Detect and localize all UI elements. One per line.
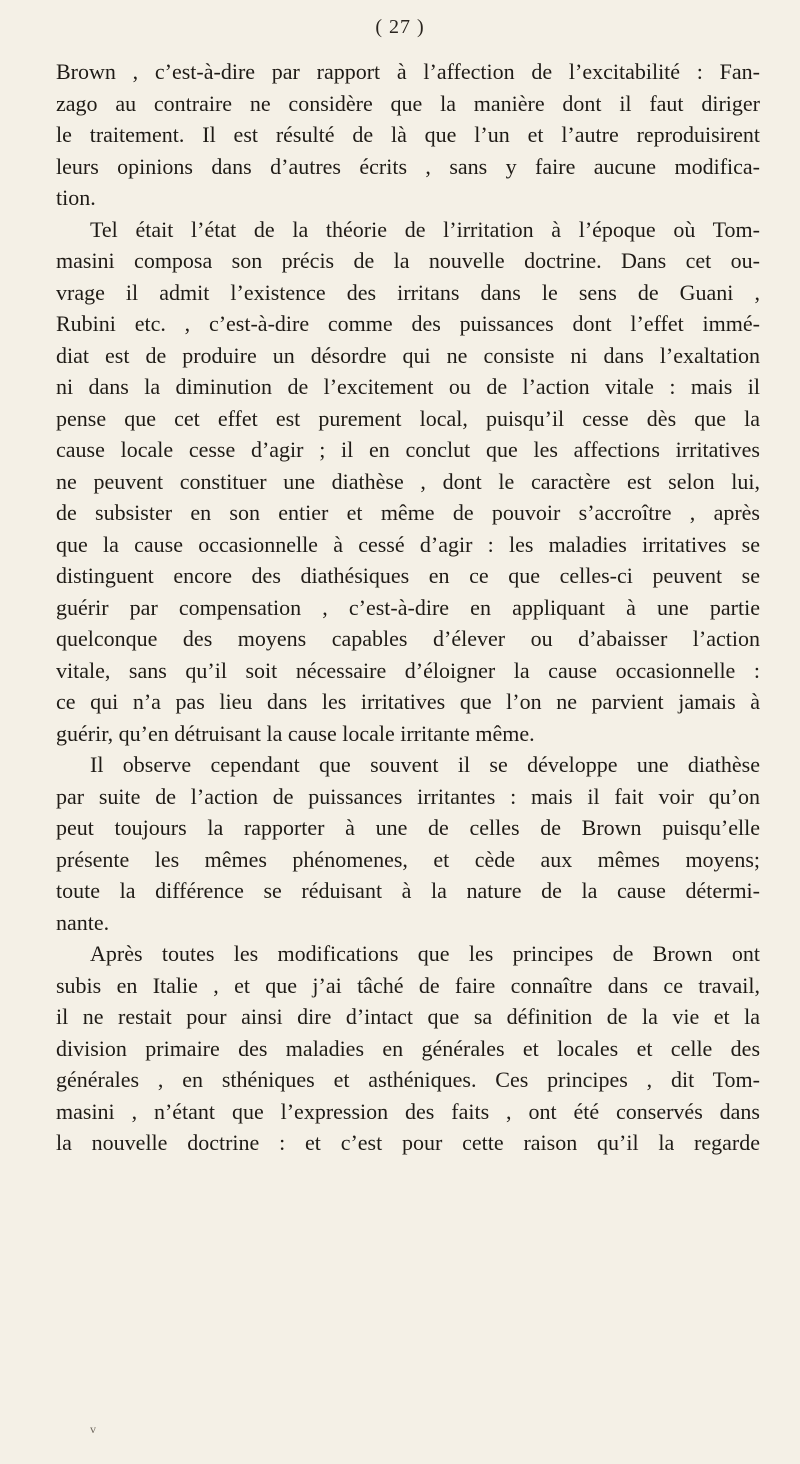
text-line: subis en Italie , et que j’ai tâché de faire connaître dans ce travail, [56,972,760,998]
text-line: la nouvelle doctrine : et c’est pour cette raison qu’il la regarde [56,1130,760,1155]
text-line: que la cause occasionnelle à cessé d’agir : les maladies irritatives se [56,531,760,557]
text-line: vitale, sans qu’il soit nécessaire d’éloigner la cause occasionnelle : [56,657,760,683]
text-line: Après toutes les modifications que les principes de Brown ont [90,941,760,966]
text-line: le traitement. Il est résulté de là que l’un et l’autre reproduisirent [56,122,760,147]
text-line: pense que cet effet est purement local, puisqu’il cesse dès que la [56,405,760,431]
text-line: nante. [56,909,110,935]
text-line: Brown , c’est-à-dire par rapport à l’affection de l’excitabilité : Fan- [56,59,760,84]
text-line: toute la différence se réduisant à la nature de la cause détermi- [56,878,760,903]
paragraph [56,938,760,1159]
stray-mark: v [90,1422,96,1436]
text-line: masini composa son précis de la nouvelle doctrine. Dans cet ou- [56,248,760,273]
text-line: zago au contraire ne considère que la manière dont il faut diriger [56,90,760,116]
text-line: guérir par compensation , c’est-à-dire en appliquant à une partie [56,594,760,620]
text-line: présente les mêmes phénomenes, et cède aux mêmes moyens; [56,846,760,872]
text-line: peut toujours la rapporter à une de celles de Brown puisqu’elle [56,815,760,840]
text-line: il ne restait pour ainsi dire d’intact que sa définition de la vie et la [56,1004,760,1029]
text-line: Il observe cependant que souvent il se développe une diathèse [90,752,760,777]
paragraph [56,214,760,750]
text-line: de subsister en son entier et même de pouvoir s’accroître , après [56,500,760,525]
text-line: générales , en sthéniques et asthéniques. Ces principes , dit Tom- [56,1067,760,1092]
text-line: tion. [56,185,96,210]
text-line: Tel était l’état de la théorie de l’irritation à l’époque où Tom- [90,216,760,242]
text-line: ne peuvent constituer une diathèse , dont le caractère est selon lui, [56,468,760,494]
text-line: ni dans la diminution de l’excitement ou de l’action vitale : mais il [56,374,760,399]
text-line: leurs opinions dans d’autres écrits , sans y faire aucune modifica- [56,153,760,179]
text-line: distinguent encore des diathésiques en ce que celles-ci peuvent se [56,563,760,588]
paragraph [56,56,760,214]
text-line: guérir, qu’en détruisant la cause locale irritante même. [56,720,535,746]
text-line: diat est de produire un désordre qui ne consiste ni dans l’exaltation [56,342,760,368]
text-line: division primaire des maladies en générales et locales et celle des [56,1035,760,1061]
text-line: cause locale cesse d’agir ; il en conclut que les affections irritatives [56,437,760,462]
text-line: par suite de l’action de puissances irritantes : mais il fait voir qu’on [56,783,760,809]
text-line: masini , n’étant que l’expression des faits , ont été conservés dans [56,1098,760,1124]
paragraph [56,749,760,938]
text-line: vrage il admit l’existence des irritans dans le sens de Guani , [56,279,760,305]
page-number: ( 27 ) [375,16,425,38]
text-line: quelconque des moyens capables d’élever ou d’abaisser l’action [56,626,760,651]
text-body [56,56,760,1159]
text-line: Rubini etc. , c’est-à-dire comme des puissances dont l’effet immé- [56,311,760,336]
text-line: ce qui n’a pas lieu dans les irritatives que l’on ne parvient jamais à [56,689,760,714]
